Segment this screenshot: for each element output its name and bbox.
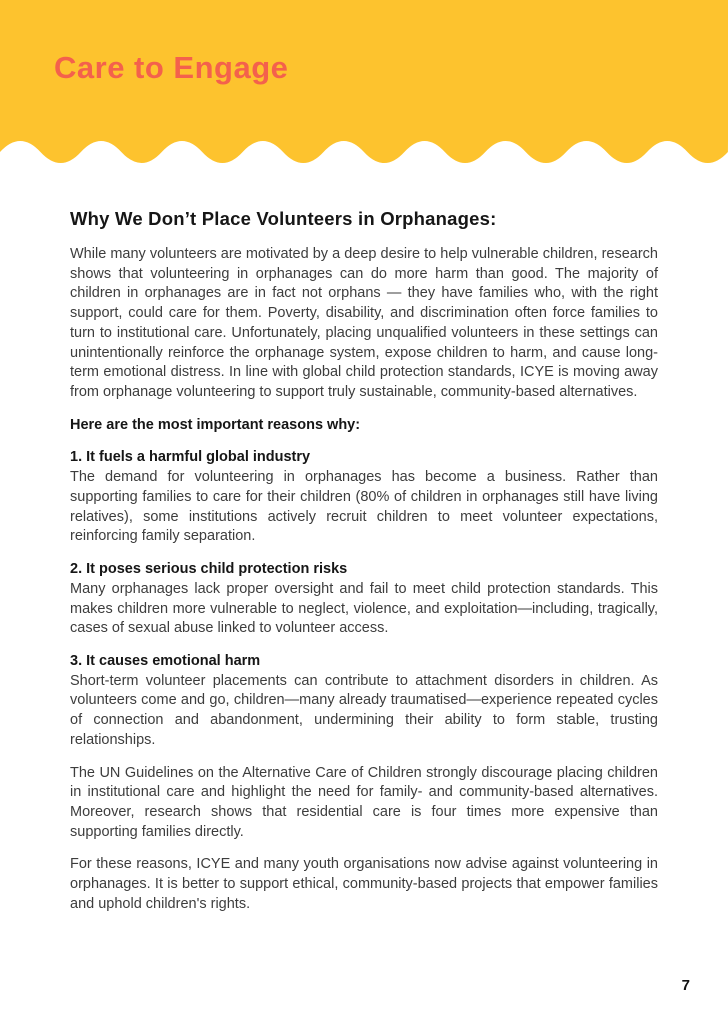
wave-edge-decoration bbox=[0, 140, 728, 164]
reason-title-3: 3. It causes emotional harm bbox=[70, 652, 261, 669]
header-banner bbox=[0, 0, 728, 140]
intro-paragraph: While many volunteers are motivated by a deep desire to help vulnerable children, research shows that volunteering in orphanages can do more harm than good. The majority of children in orphanages are in fact not orphans — they have families who, with the right support, could care for them. Poverty, disability, and discrimination often force families to turn to institutional care. Unfortunately, placing unqualified volunteers in these settings can unintentionally reinforce the orphanage system, expose children to harm, and cause long-term emotional distress. In line with global child protection standards, ICYE is moving away from orphanage volunteering to support truly sustainable, community-based alternatives. bbox=[70, 246, 658, 401]
reason-item-2 bbox=[70, 560, 658, 639]
reason-title-1: 1. It fuels a harmful global industry bbox=[70, 449, 311, 466]
reason-item-1 bbox=[70, 448, 658, 547]
reason-title-2: 2. It poses serious child protection risks bbox=[70, 561, 348, 578]
page-content bbox=[0, 164, 728, 915]
page-number: 7 bbox=[681, 977, 690, 994]
reasons-lead: Here are the most important reasons why: bbox=[70, 416, 361, 433]
closing-paragraph-2: For these reasons, ICYE and many youth organisations now advise against volunteering in orphanages. It is better to support ethical, community-based projects that empower families and uphold children's rights. bbox=[70, 856, 658, 912]
page-title: Care to Engage bbox=[54, 50, 289, 85]
closing-paragraph-1: The UN Guidelines on the Alternative Care of Children strongly discourage placing children in institutional care and highlight the need for family- and community-based alternatives. Moreover, research shows that residential care is four times more expensive than supporting families directly. bbox=[70, 764, 658, 840]
reason-item-3 bbox=[70, 652, 658, 751]
reason-body-3: Short-term volunteer placements can contribute to attachment disorders in children. As volunteers come and go, children—many already traumatised—experience repeated cycles of connection and abandonment, undermining their ability to form stable, trusting relationships. bbox=[70, 672, 658, 748]
reason-body-2: Many orphanages lack proper oversight and fail to meet child protection standards. This makes children more vulnerable to neglect, violence, and exploitation—including, tragically, cases of sexual abuse linked to volunteer access. bbox=[70, 580, 658, 637]
reason-body-1: The demand for volunteering in orphanages has become a business. Rather than supporting families to care for their children (80% of children in orphanages still have living relatives), some institutions actively recruit children to meet volunteer expectations, reinforcing family separation. bbox=[70, 469, 658, 545]
section-heading: Why We Don’t Place Volunteers in Orphanages: bbox=[70, 208, 497, 229]
